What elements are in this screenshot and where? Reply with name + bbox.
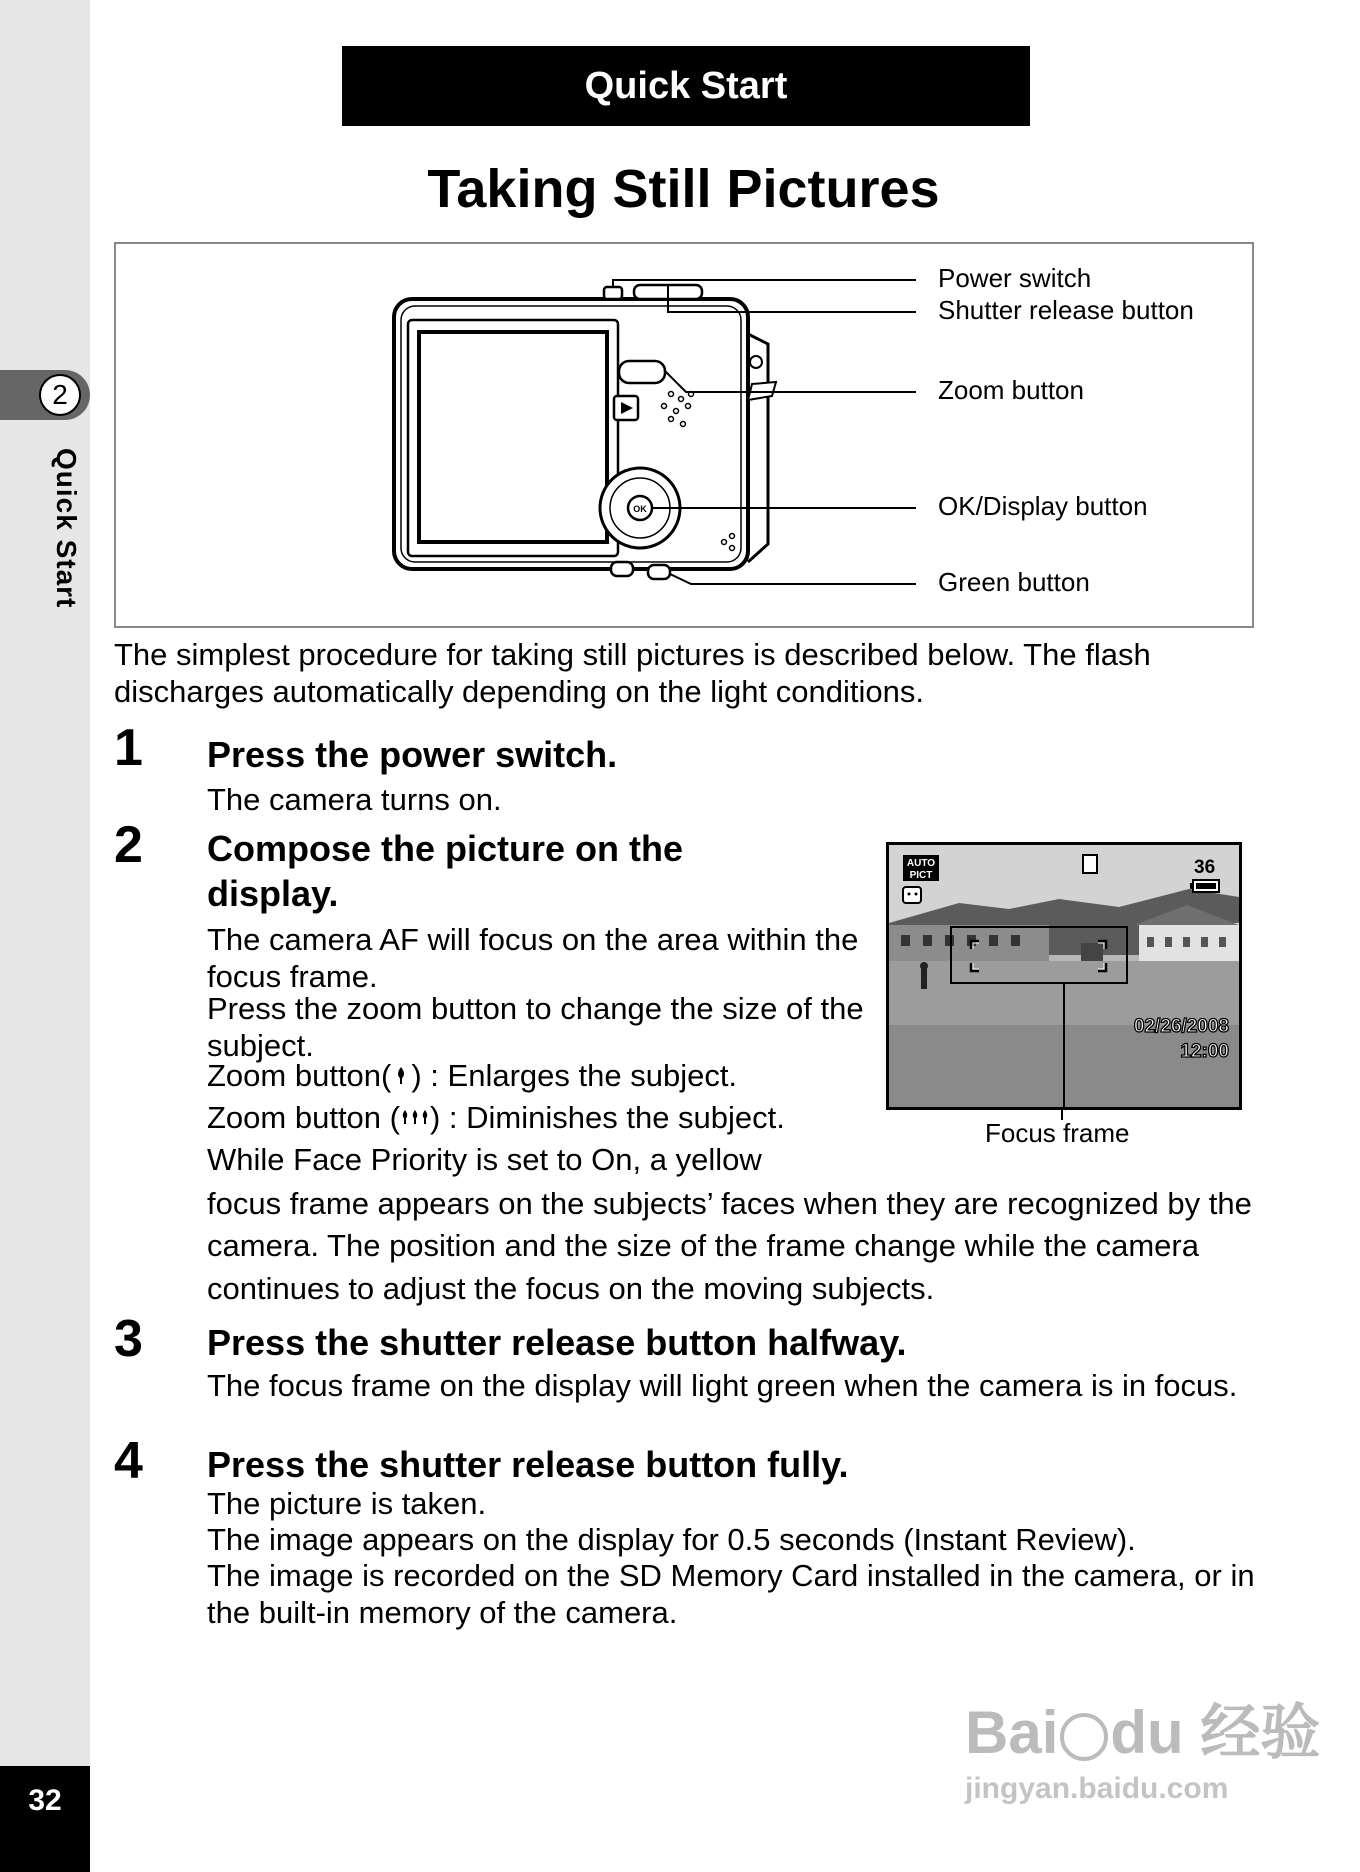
callout-zoom: Zoom button xyxy=(938,375,1084,405)
intro-paragraph: The simplest procedure for taking still pictures is described below. The flash discharges automatically depending on the light conditions. xyxy=(114,637,1151,710)
watermark-brand2: du xyxy=(1110,1699,1184,1766)
baidu-watermark-url: jingyan.baidu.com xyxy=(965,1772,1229,1805)
leader-green xyxy=(670,574,916,584)
page-title: Taking Still Pictures xyxy=(427,159,940,219)
step-4-number: 4 xyxy=(114,1432,143,1490)
step-4-text-taken: The picture is taken. xyxy=(207,1486,487,1521)
chapter-number: 2 xyxy=(39,374,81,416)
step-4-heading: Press the shutter release button fully. xyxy=(207,1444,849,1485)
chapter-label: Quick Start xyxy=(51,448,82,609)
step-4-text-recorded: The image is recorded on the SD Memory Card installed in the camera, or in the built-in memory of the camera. xyxy=(207,1558,1255,1630)
camera-figure xyxy=(114,242,1254,628)
callout-green: Green button xyxy=(938,567,1090,597)
step-2-number: 2 xyxy=(114,816,143,874)
menu-button-drawing xyxy=(611,562,633,576)
paw-icon xyxy=(1060,1713,1108,1761)
lcd-time: 12:00 xyxy=(1180,1041,1229,1062)
step-3-heading: Press the shutter release button halfway. xyxy=(207,1322,907,1363)
callout-ok-display: OK/Display button xyxy=(938,491,1148,521)
power-switch-drawing xyxy=(604,287,622,299)
zoom-wide-label: Zoom button ( xyxy=(207,1100,400,1135)
green-button-drawing xyxy=(648,565,670,579)
zoom-tele-desc: ) : Enlarges the subject. xyxy=(411,1058,738,1093)
step-2-text-face: While Face Priority is set to On, a yellow xyxy=(207,1142,762,1177)
step-1-number: 1 xyxy=(114,719,143,777)
zoom-wide-icon xyxy=(400,1100,430,1135)
memory-icon xyxy=(1083,855,1097,873)
ok-button-label: OK xyxy=(633,504,647,514)
zoom-tele-label: Zoom button( xyxy=(207,1058,392,1093)
shots-remaining: 36 xyxy=(1194,857,1216,878)
callout-shutter-release: Shutter release button xyxy=(938,295,1194,325)
section-banner: Quick Start xyxy=(342,46,1030,126)
lcd-date: 02/26/2008 xyxy=(1133,1016,1229,1037)
step-1-heading: Press the power switch. xyxy=(207,734,618,775)
baidu-watermark xyxy=(965,1685,1320,1771)
auto-pict-line1: AUTO xyxy=(906,858,936,869)
chapter-sidebar xyxy=(0,0,90,1872)
zoom-wide-desc: ) : Diminishes the subject. xyxy=(429,1100,785,1135)
step-4-text-review: The image appears on the display for 0.5 seconds (Instant Review). xyxy=(207,1522,1136,1557)
step-2-heading: Compose the picture on the display. xyxy=(207,828,684,914)
step-2-zoom-wide xyxy=(207,1100,879,1137)
lcd-scene xyxy=(889,845,1239,1107)
watermark-service: 经验 xyxy=(1200,1699,1321,1766)
face-priority-icon xyxy=(903,887,921,903)
step-3-text: The focus frame on the display will light green when the camera is in focus. xyxy=(207,1368,1238,1403)
auto-pict-line2: PICT xyxy=(909,870,933,881)
zoom-tele-icon xyxy=(391,1058,411,1093)
step-2-text-face-cont: focus frame appears on the subjects’ faces when they are recognized by the camera. The position and the size of the frame change while the camera continues to adjust the focus on the moving subjects. xyxy=(207,1186,1252,1306)
step-1-text: The camera turns on. xyxy=(207,782,502,817)
focus-frame-caption: Focus frame xyxy=(985,1118,1130,1148)
step-2-text-zoom: Press the zoom button to change the size of the subject. xyxy=(207,991,864,1063)
page-number: 32 xyxy=(0,1766,90,1872)
watermark-brand: Bai xyxy=(965,1699,1059,1766)
step-3-number: 3 xyxy=(114,1310,143,1368)
zoom-lever-drawing xyxy=(619,361,665,383)
lcd-display-figure xyxy=(886,842,1242,1110)
callout-power-switch: Power switch xyxy=(938,263,1092,293)
step-2-text-af: The camera AF will focus on the area within the focus frame. xyxy=(207,922,859,994)
step-2-zoom-tele xyxy=(207,1058,879,1095)
